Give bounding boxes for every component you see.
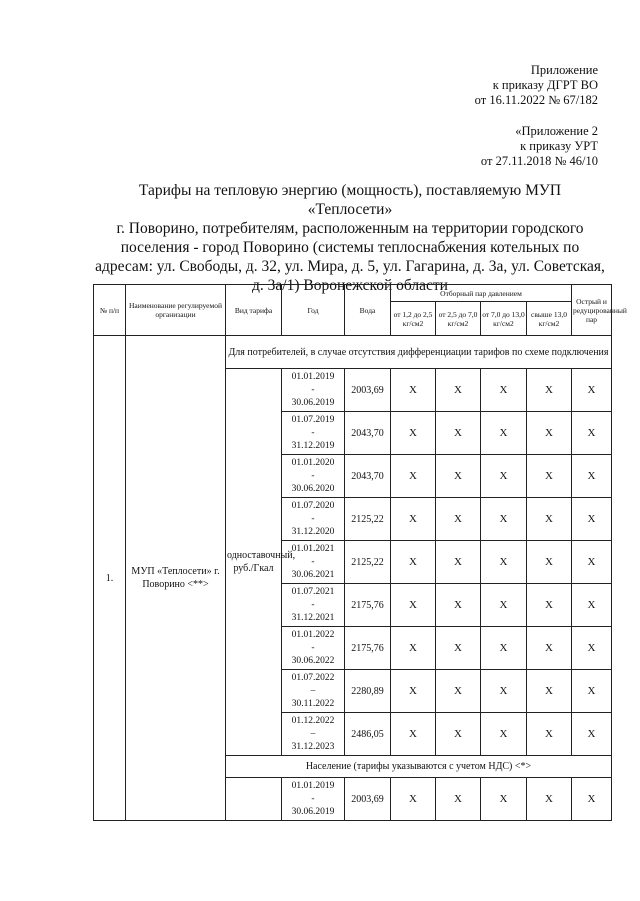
water-tariff-value: 2003,69 <box>345 369 391 412</box>
period-sep: - <box>311 427 315 438</box>
not-applicable-mark: Х <box>481 541 527 584</box>
header-tariff-type: Вид тарифа <box>226 285 282 336</box>
tariff-type-empty <box>226 778 282 821</box>
header-pressure-1: от 1,2 до 2,5 кг/см2 <box>391 302 436 336</box>
header-pressure-3: от 7,0 до 13,0 кг/см2 <box>481 302 527 336</box>
not-applicable-mark: Х <box>436 713 481 756</box>
not-applicable-mark: Х <box>436 455 481 498</box>
title-line: Тарифы на тепловую энергию (мощность), поставляемую МУП «Теплосети» <box>138 182 562 218</box>
water-tariff-value: 2043,70 <box>345 412 391 455</box>
title-line: адресам: ул. Свободы, д. 32, ул. Мира, д. 5, ул. Гагарина, д. 3а, ул. Советская, <box>95 258 605 275</box>
period-to: 31.12.2019 <box>291 440 335 451</box>
not-applicable-mark: Х <box>391 541 436 584</box>
header-org: Наименование регулируемой организации <box>126 285 226 336</box>
not-applicable-mark: Х <box>527 369 572 412</box>
row-number: 1. <box>94 336 126 821</box>
period-sep: – <box>310 685 316 696</box>
period-from: 01.01.2022 <box>291 629 335 640</box>
period-to: 30.06.2019 <box>291 397 335 408</box>
water-tariff-value: 2125,22 <box>345 541 391 584</box>
tariff-type: одноставочный, руб./Гкал <box>226 369 282 756</box>
not-applicable-mark: Х <box>572 670 612 713</box>
not-applicable-mark: Х <box>436 498 481 541</box>
period-sep: - <box>311 793 315 804</box>
period-sep: – <box>310 728 316 739</box>
appendix2-header-line: от 27.11.2018 № 46/10 <box>480 154 598 168</box>
not-applicable-mark: Х <box>391 670 436 713</box>
not-applicable-mark: Х <box>527 627 572 670</box>
header-year: Год <box>282 285 345 336</box>
not-applicable-mark: Х <box>527 713 572 756</box>
not-applicable-mark: Х <box>572 412 612 455</box>
not-applicable-mark: Х <box>481 627 527 670</box>
period-to: 30.06.2021 <box>291 569 335 580</box>
header-water: Вода <box>345 285 391 336</box>
period-cell <box>282 541 345 584</box>
period-from: 01.01.2019 <box>291 780 335 791</box>
period-sep: - <box>311 556 315 567</box>
table-body <box>94 336 612 821</box>
appendix-header-line: к приказу ДГРТ ВО <box>492 78 598 92</box>
period-sep: - <box>311 642 315 653</box>
not-applicable-mark: Х <box>572 627 612 670</box>
period-sep: - <box>311 599 315 610</box>
not-applicable-mark: Х <box>391 369 436 412</box>
not-applicable-mark: Х <box>391 627 436 670</box>
not-applicable-mark: Х <box>572 369 612 412</box>
not-applicable-mark: Х <box>527 670 572 713</box>
org-name: МУП «Теплосети» г. Поворино <**> <box>126 336 226 821</box>
not-applicable-mark: Х <box>572 713 612 756</box>
water-tariff-value: 2003,69 <box>345 778 391 821</box>
not-applicable-mark: Х <box>436 627 481 670</box>
not-applicable-mark: Х <box>436 584 481 627</box>
period-from: 01.12.2022 <box>291 715 335 726</box>
period-cell <box>282 412 345 455</box>
header-num: № п/п <box>94 285 126 336</box>
not-applicable-mark: Х <box>481 369 527 412</box>
not-applicable-mark: Х <box>391 713 436 756</box>
tariff-table <box>93 284 627 821</box>
not-applicable-mark: Х <box>481 778 527 821</box>
appendix-header <box>475 63 598 108</box>
title-line: г. Поворино, потребителям, расположенным на территории городского <box>116 220 584 237</box>
period-cell <box>282 455 345 498</box>
not-applicable-mark: Х <box>527 778 572 821</box>
not-applicable-mark: Х <box>527 412 572 455</box>
title-line: д. 3а/1) Воронежской области <box>252 277 448 294</box>
not-applicable-mark: Х <box>391 498 436 541</box>
not-applicable-mark: Х <box>481 455 527 498</box>
header-pressure-2: от 2,5 до 7,0 кг/см2 <box>436 302 481 336</box>
not-applicable-mark: Х <box>481 670 527 713</box>
period-to: 30.06.2022 <box>291 655 335 666</box>
period-cell <box>282 584 345 627</box>
period-from: 01.01.2020 <box>291 457 335 468</box>
period-to: 30.06.2019 <box>291 806 335 817</box>
period-from: 01.01.2019 <box>291 371 335 382</box>
not-applicable-mark: Х <box>572 584 612 627</box>
not-applicable-mark: Х <box>572 455 612 498</box>
period-from: 01.01.2021 <box>291 543 335 554</box>
period-cell <box>282 498 345 541</box>
period-cell <box>282 778 345 821</box>
not-applicable-mark: Х <box>436 670 481 713</box>
not-applicable-mark: Х <box>436 778 481 821</box>
appendix2-header <box>481 124 598 169</box>
period-cell <box>282 627 345 670</box>
not-applicable-mark: Х <box>436 369 481 412</box>
not-applicable-mark: Х <box>481 584 527 627</box>
not-applicable-mark: Х <box>572 541 612 584</box>
appendix-header-line: от 16.11.2022 № 67/182 <box>474 93 598 107</box>
period-from: 01.07.2022 <box>291 672 335 683</box>
not-applicable-mark: Х <box>481 498 527 541</box>
not-applicable-mark: Х <box>481 713 527 756</box>
water-tariff-value: 2043,70 <box>345 455 391 498</box>
period-cell <box>282 713 345 756</box>
period-sep: - <box>311 513 315 524</box>
water-tariff-value: 2486,05 <box>345 713 391 756</box>
not-applicable-mark: Х <box>572 778 612 821</box>
period-to: 30.11.2022 <box>291 698 335 709</box>
period-from: 01.07.2021 <box>291 586 335 597</box>
title-line: поселения - город Поворино (системы теплоснабжения котельных по <box>120 239 580 256</box>
not-applicable-mark: Х <box>391 412 436 455</box>
period-from: 01.07.2020 <box>291 500 335 511</box>
period-cell <box>282 369 345 412</box>
not-applicable-mark: Х <box>391 455 436 498</box>
period-to: 31.12.2021 <box>291 612 335 623</box>
period-cell <box>282 670 345 713</box>
period-to: 30.06.2020 <box>291 483 335 494</box>
not-applicable-mark: Х <box>527 498 572 541</box>
not-applicable-mark: Х <box>527 455 572 498</box>
not-applicable-mark: Х <box>527 584 572 627</box>
appendix2-header-line: «Приложение 2 <box>515 124 598 138</box>
water-tariff-value: 2125,22 <box>345 498 391 541</box>
water-tariff-value: 2175,76 <box>345 627 391 670</box>
group-label-consumers: Для потребителей, в случае отсутствия дифференциации тарифов по схеме подключения <box>226 336 612 369</box>
not-applicable-mark: Х <box>391 778 436 821</box>
period-from: 01.07.2019 <box>291 414 335 425</box>
period-to: 31.12.2023 <box>291 741 335 752</box>
not-applicable-mark: Х <box>391 584 436 627</box>
not-applicable-mark: Х <box>572 498 612 541</box>
header-steam-group: Отборный пар давлением <box>391 285 572 302</box>
period-to: 31.12.2020 <box>291 526 335 537</box>
appendix2-header-line: к приказу УРТ <box>520 139 598 153</box>
header-sharp-steam: Острый и редуцированный пар <box>572 285 612 336</box>
water-tariff-value: 2175,76 <box>345 584 391 627</box>
appendix-header-line: Приложение <box>530 63 598 77</box>
group-label-population: Население (тарифы указываются с учетом НДС) <*> <box>226 756 612 778</box>
water-tariff-value: 2280,89 <box>345 670 391 713</box>
header-pressure-4: свыше 13,0 кг/см2 <box>527 302 572 336</box>
document-title <box>95 181 605 295</box>
period-sep: - <box>311 384 315 395</box>
not-applicable-mark: Х <box>436 541 481 584</box>
not-applicable-mark: Х <box>481 412 527 455</box>
not-applicable-mark: Х <box>527 541 572 584</box>
period-sep: - <box>311 470 315 481</box>
not-applicable-mark: Х <box>436 412 481 455</box>
